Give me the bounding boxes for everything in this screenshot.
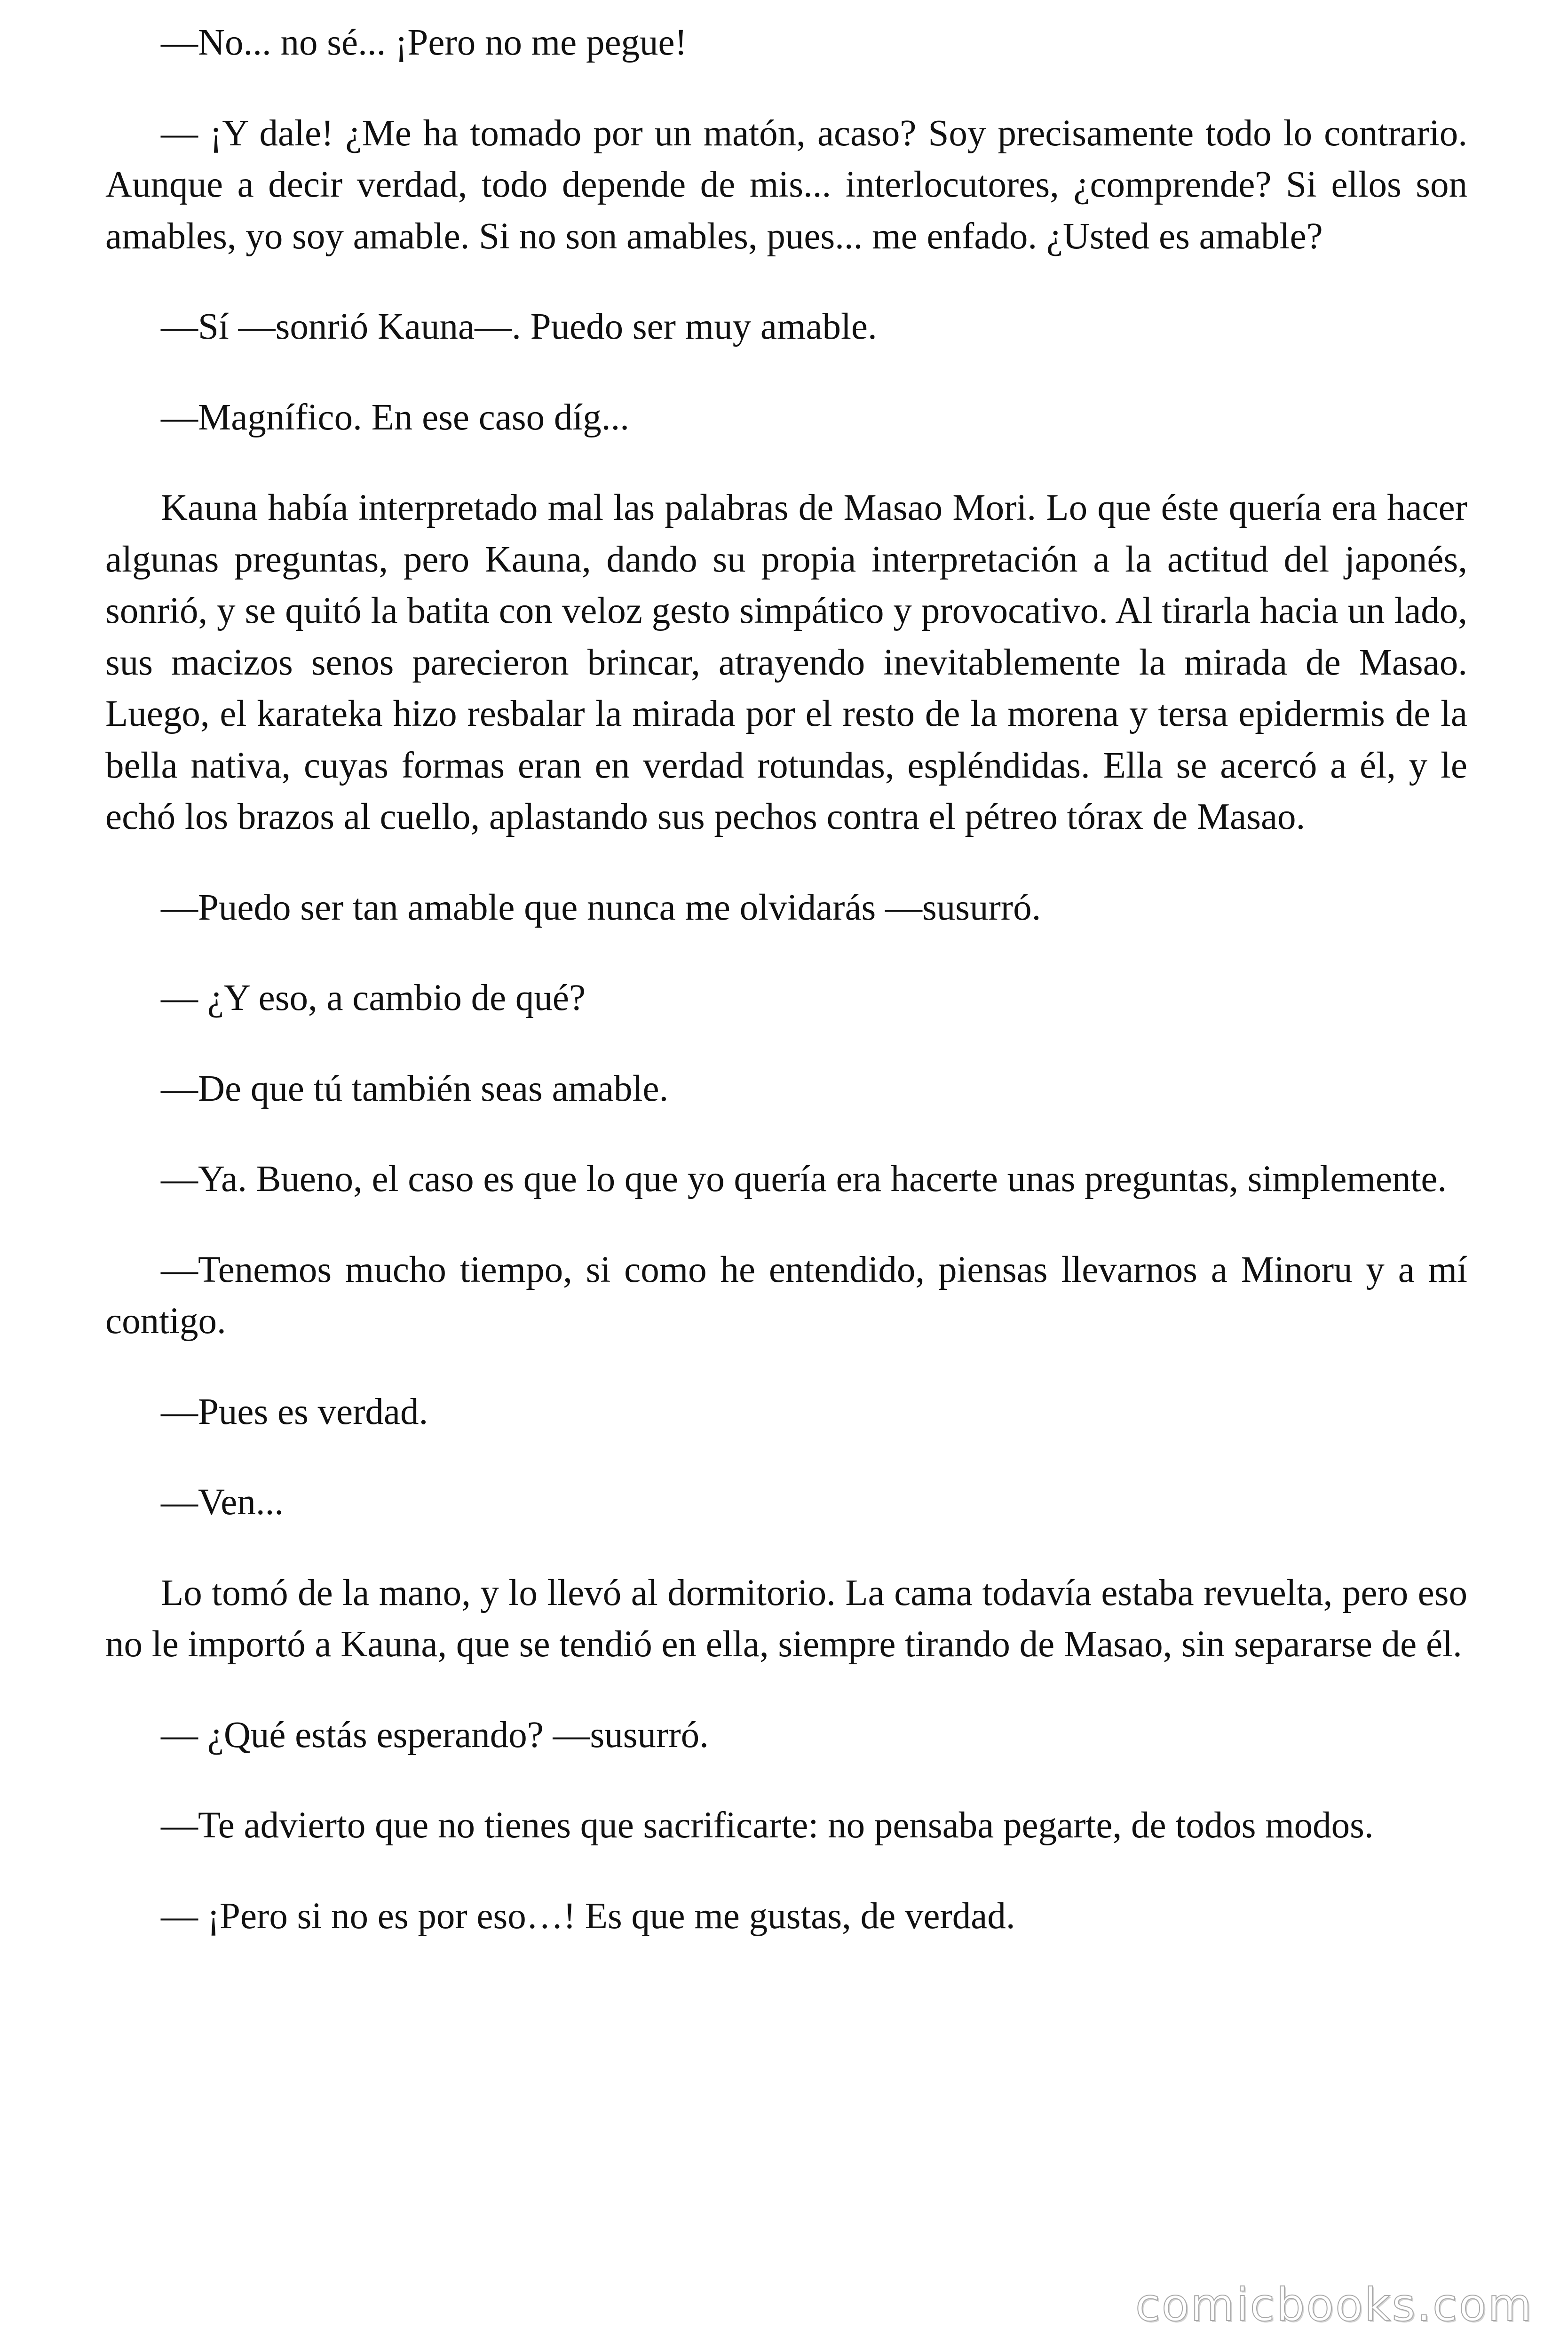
paragraph-4: —Magnífico. En ese caso díg... [161, 397, 630, 438]
paragraph-6: —Puedo ser tan amable que nunca me olvidarás —susurró. [161, 887, 1041, 928]
paragraph-2: — ¡Y dale! ¿Me ha tomado por un matón, acaso? Soy precisamente todo lo contrario. Aunque a decir verdad, todo depende de mis... interlocutores, ¿comprende? Si ellos son amables, yo soy amable. Si no son amables, pues... me enfado. ¿Usted es amable? [105, 112, 1467, 257]
paragraph-7: — ¿Y eso, a cambio de qué? [161, 977, 586, 1018]
paragraph-1: —No... no sé... ¡Pero no me pegue! [161, 22, 687, 63]
paragraph-13: Lo tomó de la mano, y lo llevó al dormitorio. La cama todavía estaba revuelta, pero eso no le importó a Kauna, que se tendió en ella, siempre tirando de Masao, sin separarse de él. [105, 1572, 1467, 1665]
paragraph-8: —De que tú también seas amable. [161, 1068, 669, 1109]
paragraph-12: —Ven... [161, 1482, 284, 1523]
paragraph-15: —Te advierto que no tienes que sacrificarte: no pensaba pegarte, de todos modos. [161, 1805, 1374, 1846]
watermark: comicbooks.com [1135, 2279, 1533, 2331]
paragraph-11: —Pues es verdad. [161, 1391, 428, 1432]
paragraph-3: —Sí —sonrió Kauna—. Puedo ser muy amable. [161, 306, 877, 347]
paragraph-14: — ¿Qué estás esperando? —susurró. [161, 1714, 709, 1756]
book-page-text [105, 17, 1467, 1981]
paragraph-16: — ¡Pero si no es por eso…! Es que me gustas, de verdad. [161, 1895, 1015, 1937]
paragraph-9: —Ya. Bueno, el caso es que lo que yo quería era hacerte unas preguntas, simplemente. [161, 1159, 1447, 1200]
paragraph-5: Kauna había interpretado mal las palabras de Masao Mori. Lo que éste quería era hacer algunas preguntas, pero Kauna, dando su propia interpretación a la actitud del japonés, sonrió, y se quitó la batita con veloz gesto simpático y provocativo. Al tirarla hacia un lado, sus macizos senos parecieron brincar, atrayendo inevitablemente la mirada de Masao. Luego, el karateka hizo resbalar la mirada por el resto de la morena y tersa epidermis de la bella nativa, cuyas formas eran en verdad rotundas, espléndidas. Ella se acercó a él, y le echó los brazos al cuello, aplastando sus pechos contra el pétreo tórax de Masao. [105, 487, 1467, 837]
paragraph-10: —Tenemos mucho tiempo, si como he entendido, piensas llevarnos a Minoru y a mí contigo. [105, 1249, 1467, 1342]
